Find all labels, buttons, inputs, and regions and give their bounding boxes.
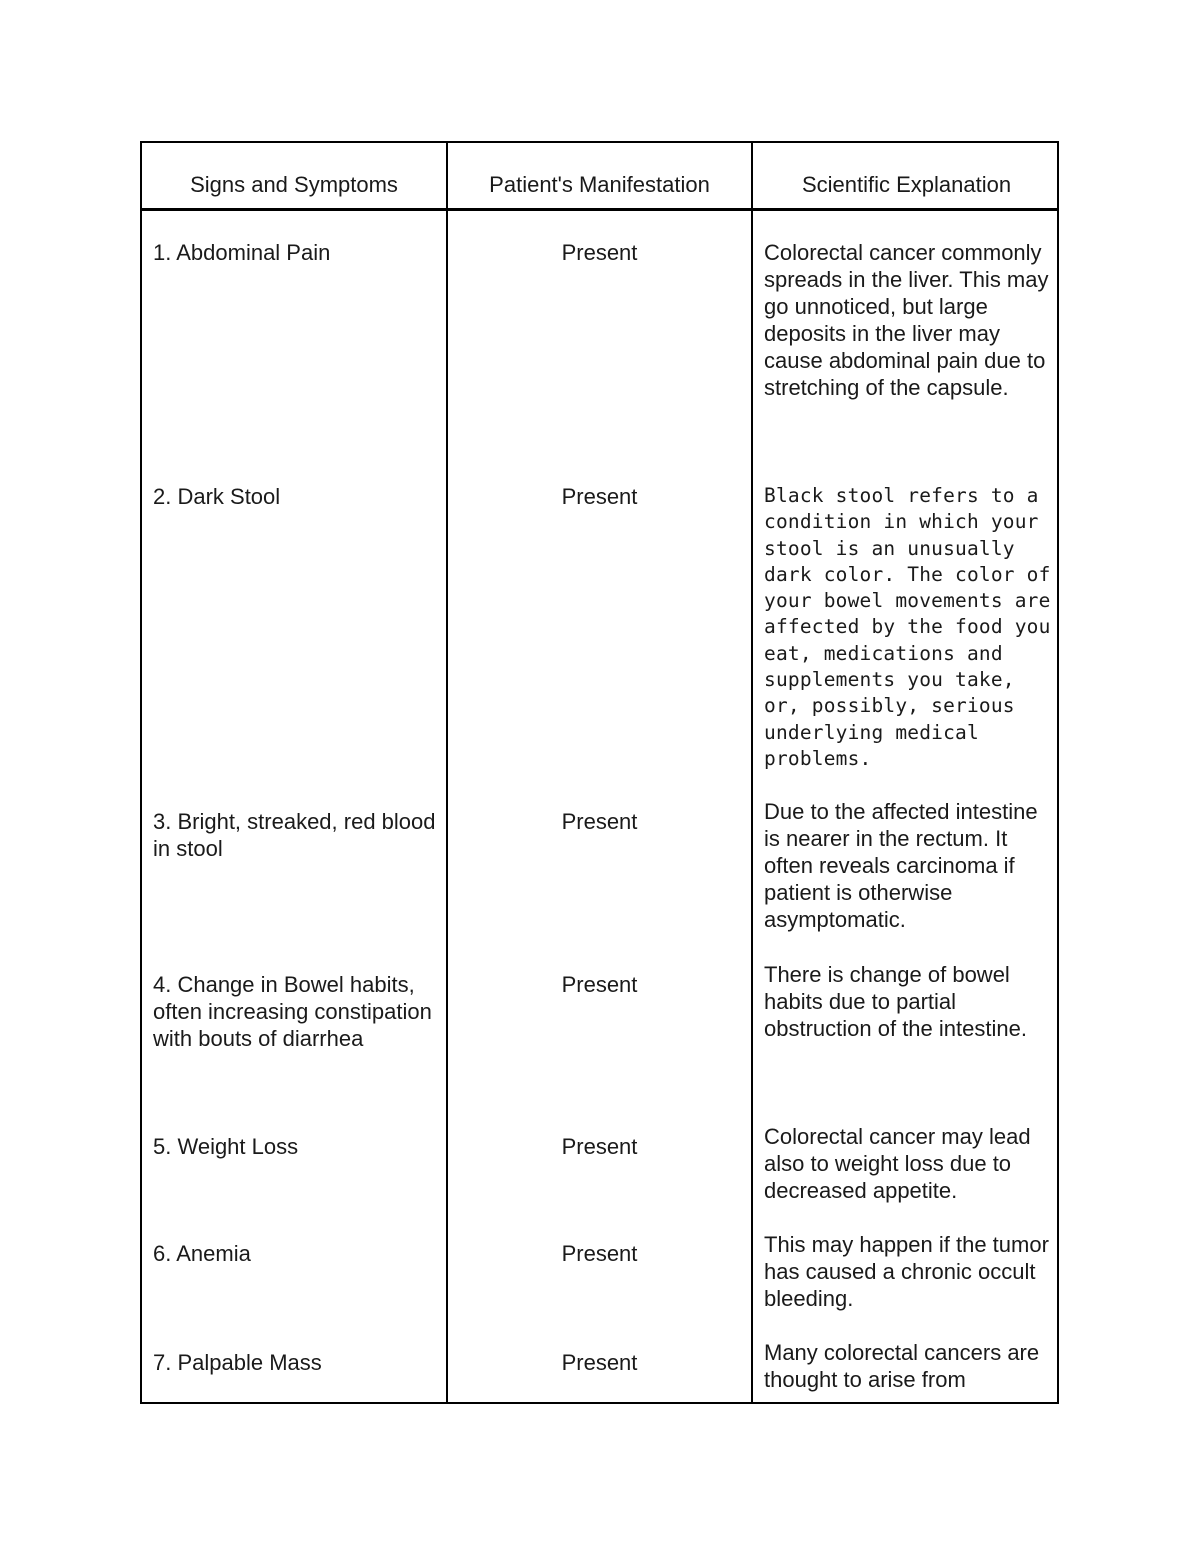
row-2-manifestation: Present — [561, 484, 638, 509]
row-1-explanation: Colorectal cancer commonly spreads in the liver. This may go unnoticed, but large deposits in the liver may cause abdominal pain due to stretching of the capsule. — [764, 240, 1049, 400]
column-divider — [751, 143, 753, 1402]
row-7-manifestation: Present — [561, 1350, 638, 1375]
signs-symptoms-table — [140, 141, 1059, 1404]
column-divider — [446, 143, 448, 1402]
row-1-manifestation: Present — [561, 240, 638, 265]
row-2-explanation: Black stool refers to a condition in which your stool is an unusually dark color. The color of your bowel movements are affected by the food you eat, medications and supplements you take, or, possibly, serious underlying medical problems. — [764, 484, 1051, 770]
row-3-manifestation: Present — [561, 809, 638, 834]
header-patient-manifestation: Patient's Manifestation — [489, 172, 710, 197]
table-header-row — [142, 143, 1057, 211]
row-2-symptom: 2. Dark Stool — [153, 484, 281, 509]
row-4-explanation: There is change of bowel habits due to partial obstruction of the intestine. — [764, 962, 1027, 1041]
row-5-explanation: Colorectal cancer may lead also to weight loss due to decreased appetite. — [764, 1124, 1031, 1203]
row-6-explanation: This may happen if the tumor has caused a chronic occult bleeding. — [764, 1232, 1049, 1311]
header-scientific-explanation: Scientific Explanation — [801, 172, 1012, 197]
row-5-manifestation: Present — [561, 1134, 638, 1159]
row-7-symptom: 7. Palpable Mass — [153, 1350, 322, 1375]
header-signs-and-symptoms: Signs and Symptoms — [190, 172, 398, 197]
row-4-symptom: 4. Change in Bowel habits, often increasing constipation with bouts of diarrhea — [153, 972, 432, 1051]
row-3-explanation: Due to the affected intestine is nearer in the rectum. It often reveals carcinoma if patient is otherwise asymptomatic. — [764, 799, 1038, 932]
row-1-symptom: 1. Abdominal Pain — [153, 240, 331, 265]
row-3-symptom: 3. Bright, streaked, red blood in stool — [153, 809, 436, 861]
row-5-symptom: 5. Weight Loss — [153, 1134, 299, 1159]
row-7-explanation: Many colorectal cancers are thought to arise from — [764, 1340, 1040, 1392]
row-4-manifestation: Present — [561, 972, 638, 997]
row-6-symptom: 6. Anemia — [153, 1241, 251, 1266]
row-6-manifestation: Present — [561, 1241, 638, 1266]
